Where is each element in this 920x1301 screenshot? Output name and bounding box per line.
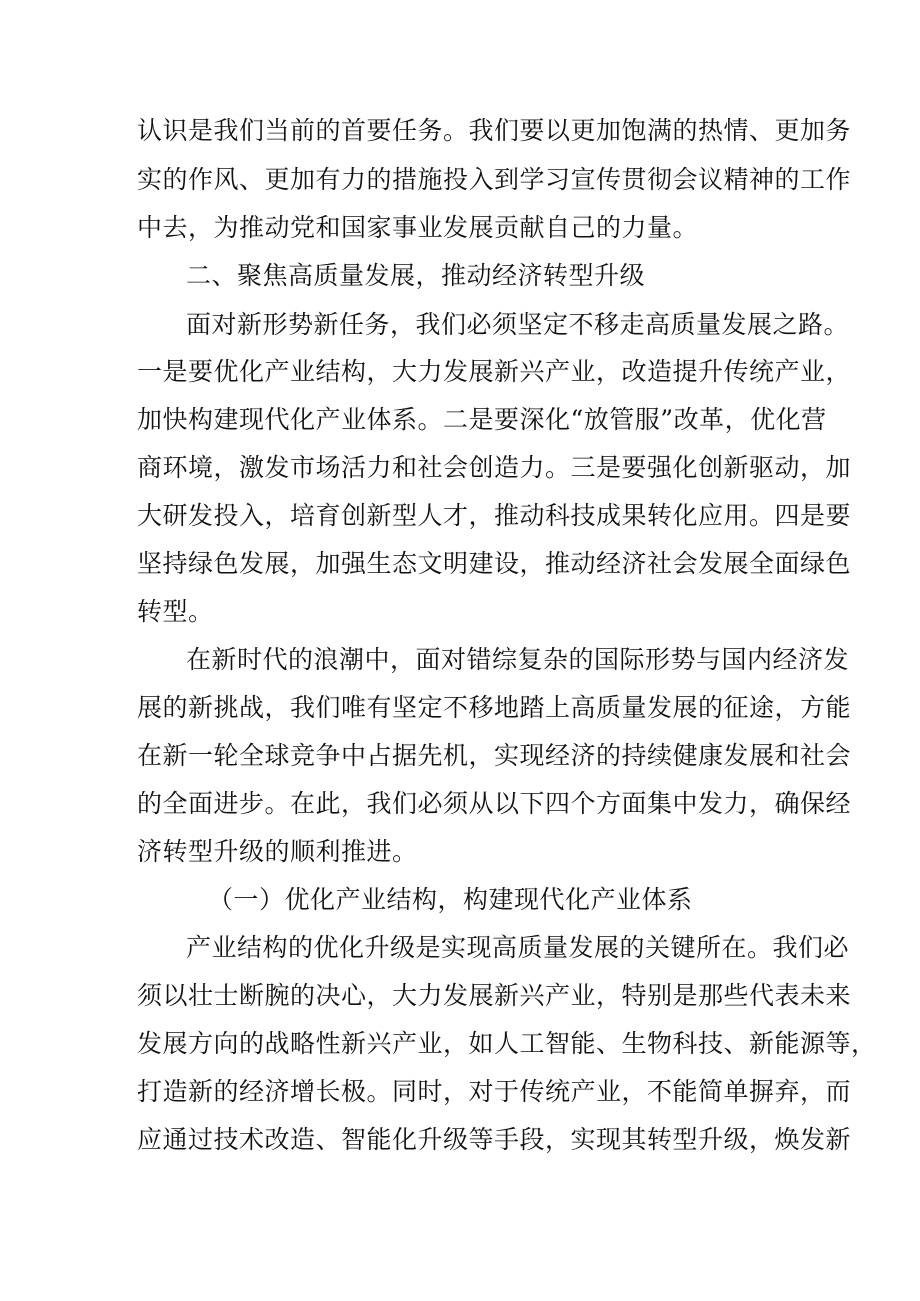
paragraph-line: 发展方向的战略性新兴产业，如人工智能、生物科技、新能源等， — [137, 1029, 877, 1058]
paragraph-line: 大研发投入，培育创新型人才，推动科技成果转化应用。四是要 — [137, 501, 852, 530]
paragraph-line: 商环境，激发市场活力和社会创造力。三是要强化创新驱动，加 — [137, 453, 852, 482]
paragraph-line: 实的作风、更加有力的措施投入到学习宣传贯彻会议精神的工作 — [137, 165, 852, 194]
paragraph-line: 加快构建现代化产业体系。二是要深化“放管服”改革，优化营 — [137, 405, 827, 434]
paragraph-line: 须以壮士断腕的决心，大力发展新兴产业，特别是那些代表未来 — [137, 981, 852, 1010]
paragraph-line: 应通过技术改造、智能化升级等手段，实现其转型升级，焕发新 — [137, 1125, 852, 1154]
paragraph-line: 产业结构的优化升级是实现高质量发展的关键所在。我们必 — [186, 933, 850, 962]
subsection-heading: （一）优化产业结构，构建现代化产业体系 — [208, 885, 693, 914]
paragraph-line: 转型。 — [137, 597, 214, 626]
paragraph-line: 一是要优化产业结构，大力发展新兴产业，改造提升传统产业， — [137, 357, 852, 386]
paragraph-line: 在新时代的浪潮中，面对错综复杂的国际形势与国内经济发 — [186, 645, 850, 674]
section-heading: 二、聚焦高质量发展，推动经济转型升级 — [186, 261, 646, 290]
paragraph-line: 中去，为推动党和国家事业发展贡献自己的力量。 — [137, 213, 699, 242]
paragraph-line: 面对新形势新任务，我们必须坚定不移走高质量发展之路。 — [186, 310, 850, 339]
paragraph-line: 济转型升级的顺利推进。 — [137, 837, 418, 866]
paragraph-line: 坚持绿色发展，加强生态文明建设，推动经济社会发展全面绿色 — [137, 549, 852, 578]
paragraph-line: 展的新挑战，我们唯有坚定不移地踏上高质量发展的征途，方能 — [137, 693, 852, 722]
paragraph-line: 的全面进步。在此，我们必须从以下四个方面集中发力，确保经 — [137, 789, 852, 818]
paragraph-line: 在新一轮全球竞争中占据先机，实现经济的持续健康发展和社会 — [137, 741, 852, 770]
paragraph-line: 认识是我们当前的首要任务。我们要以更加饱满的热情、更加务 — [137, 116, 852, 145]
paragraph-line: 打造新的经济增长极。同时，对于传统产业，不能简单摒弃，而 — [137, 1077, 852, 1106]
